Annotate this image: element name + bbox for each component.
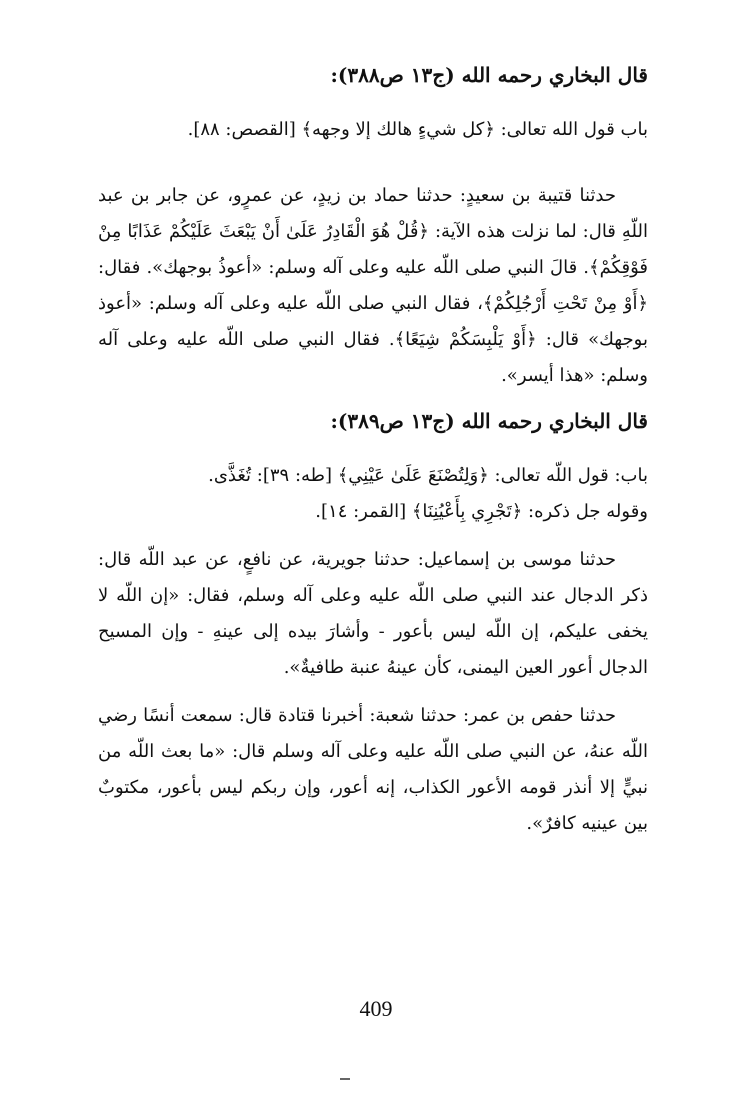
section-heading-2: قال البخاري رحمه الله (ج١٣ ص٣٨٩):	[330, 409, 648, 433]
chapter-title-1: باب قول الله تعالى: ﴿كل شيءٍ هالك إلا وجهه﴾ [القصص: ٨٨].	[187, 119, 648, 140]
hadith-paragraph-3: حدثنا حفص بن عمر: حدثنا شعبة: أخبرنا قتادة قال: سمعت أنسًا رضي اللّه عنهُ، عن النبي صلى اللّه عليه وعلى آله وسلم قال: «ما بعث اللّه من نبيٍّ إلا أنذر قومه الأعور الكذاب، إنه أعور، وإن ربكم ليس بأعور، مكتوبٌ بين عينيه كافرٌ».	[98, 705, 648, 834]
hadith-paragraph-1: حدثنا قتيبة بن سعيدٍ: حدثنا حماد بن زيدٍ، عن عمرٍو، عن جابر بن عبد اللّهِ قال: لما نزلت هذه الآية: ﴿قُلْ هُوَ الْقَادِرُ عَلَىٰ أَنْ يَبْعَثَ عَلَيْكُمْ عَذَابًا مِنْ فَوْقِكُمْ﴾. قالَ النبي صلى اللّه عليه وعلى آله وسلم: «أعوذُ بوجهك». فقال: ﴿أَوْ مِنْ تَحْتِ أَرْجُلِكُمْ﴾، فقال النبي صلى اللّه عليه وعلى آله وسلم: «أعوذ بوجهك» قال: ﴿أَوْ يَلْبِسَكُمْ شِيَعًا﴾. فقال النبي صلى اللّه عليه وعلى آله وسلم: «هذا أيسر».	[98, 185, 648, 386]
chapter-title-2: باب: قول اللّه تعالى: ﴿وَلِتُصْنَعَ عَلَىٰ عَيْنِي﴾ [طه: ٣٩]: تُغَذَّى.	[208, 465, 648, 486]
hadith-paragraph-2: حدثنا موسى بن إسماعيل: حدثنا جويرية، عن نافعٍ، عن عبد اللّه قال: ذكر الدجال عند النبي صلى اللّه عليه وعلى آله وسلم، فقال: «إن اللّه لا يخفى عليكم، إن اللّه ليس بأعور - وأشارَ بيده إلى عينهِ - وإن المسيح الدجال أعور العين اليمنى، كأن عينهُ عنبة طافيةٌ».	[98, 549, 648, 678]
chapter-verse-2: وقوله جل ذكره: ﴿تَجْرِي بِأَعْيُنِنَا﴾ [القمر: ١٤].	[315, 501, 648, 522]
spacer	[98, 160, 648, 178]
print-mark	[340, 1078, 350, 1080]
section-heading-1: قال البخاري رحمه الله (ج١٣ ص٣٨٨):	[330, 63, 648, 87]
page-number: 409	[359, 996, 393, 1021]
